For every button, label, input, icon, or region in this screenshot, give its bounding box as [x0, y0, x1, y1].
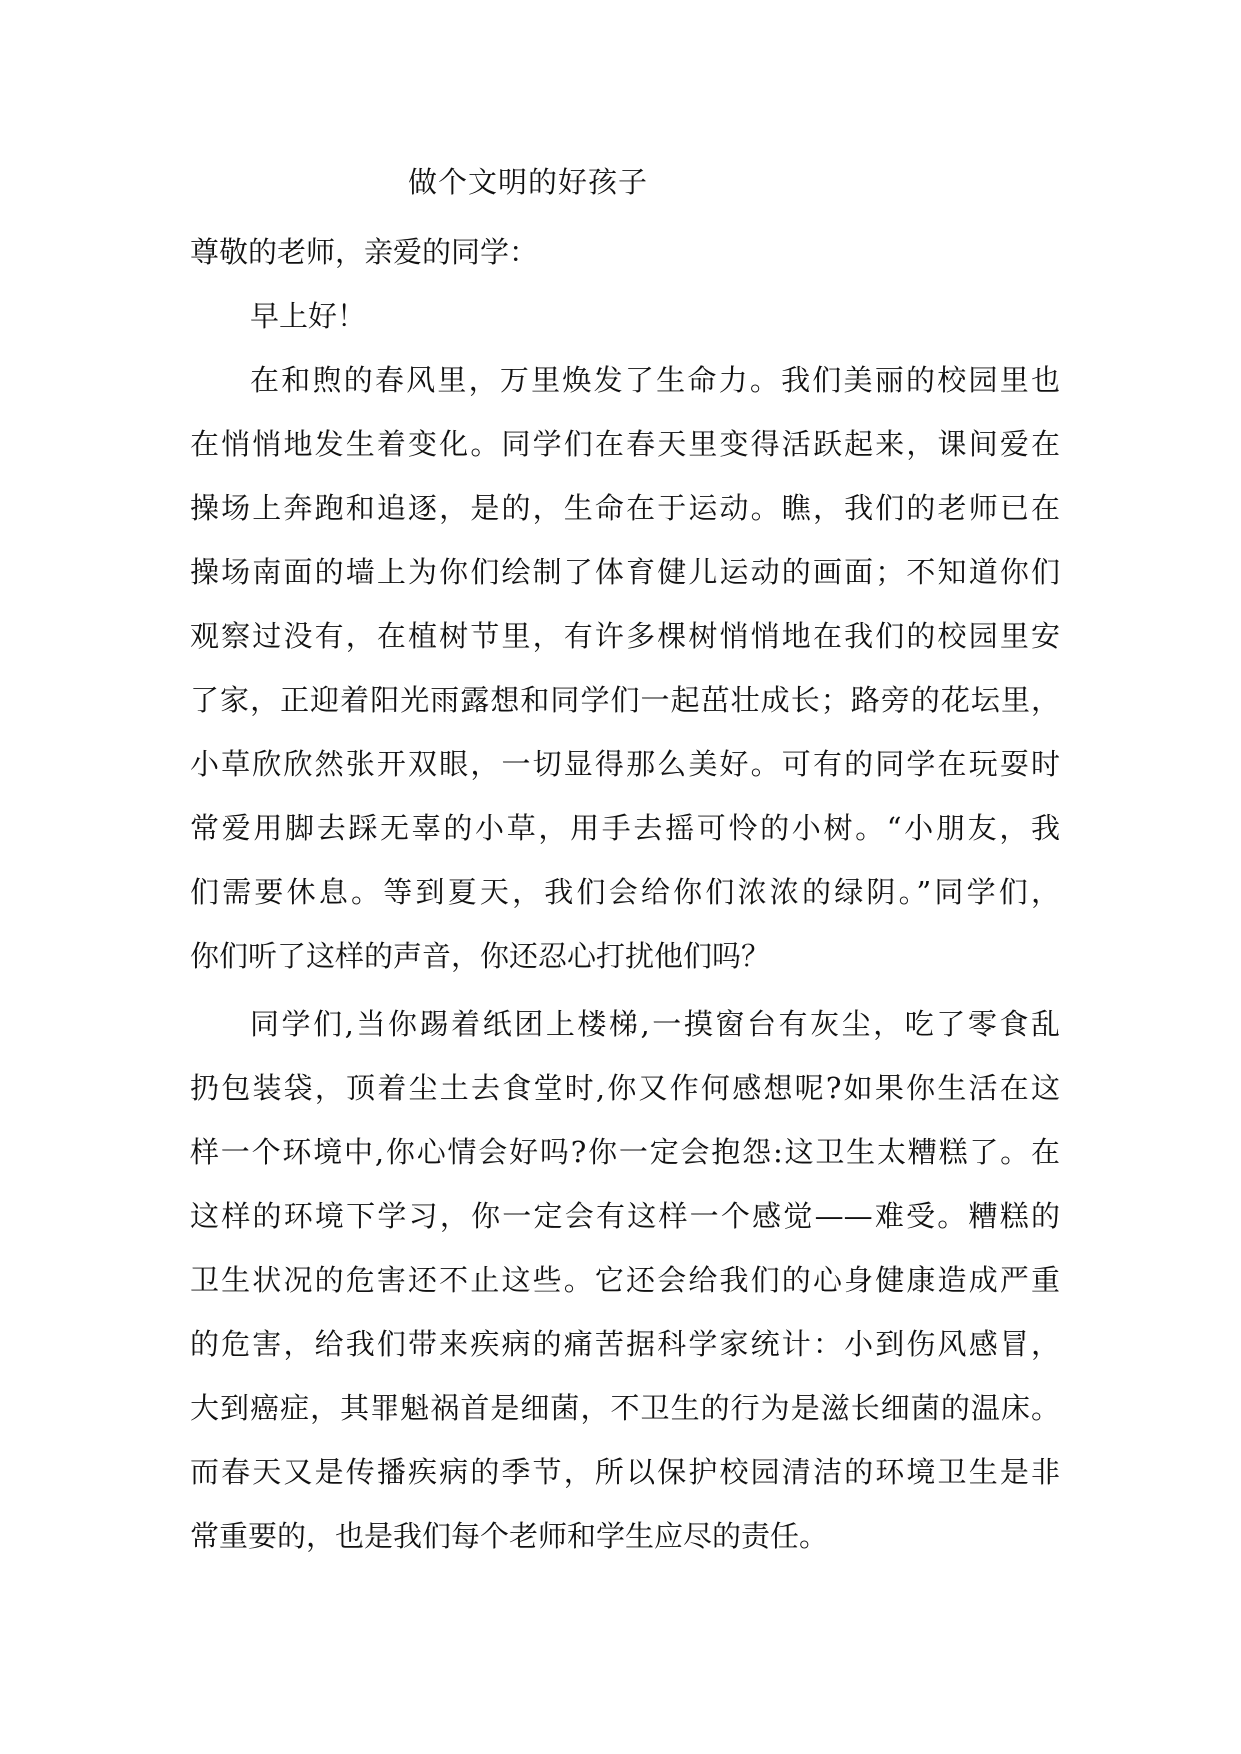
- paragraph-line: 而春天又是传播疾病的季节，所以保护校园清洁的环境卫生是非: [190, 1455, 1060, 1489]
- paragraph-line: 操场上奔跑和追逐，是的，生命在于运动。瞧，我们的老师已在: [190, 491, 1060, 525]
- paragraph-line: 这样的环境下学习，你一定会有这样一个感觉——难受。糟糕的: [190, 1199, 1060, 1233]
- paragraph-line: 样一个环境中,你心情会好吗?你一定会抱怨:这卫生太糟糕了。在: [190, 1135, 1060, 1169]
- paragraph-1: [190, 348, 1060, 988]
- paragraph-line: 你们听了这样的声音，你还忍心打扰他们吗？: [190, 939, 771, 973]
- paragraph-line: 常重要的，也是我们每个老师和学生应尽的责任。: [190, 1519, 829, 1553]
- paragraph-line: 的危害，给我们带来疾病的痛苦据科学家统计：小到伤风感冒，: [190, 1327, 1060, 1361]
- paragraph-2: [190, 992, 1060, 1568]
- paragraph-line: 在和煦的春风里，万里焕发了生命力。我们美丽的校园里也: [250, 363, 1060, 397]
- paragraph-line: 同学们,当你踢着纸团上楼梯,一摸窗台有灰尘，吃了零食乱: [250, 1007, 1060, 1041]
- paragraph-line: 小草欣欣然张开双眼，一切显得那么美好。可有的同学在玩耍时: [190, 747, 1060, 781]
- paragraph-line: 在悄悄地发生着变化。同学们在春天里变得活跃起来，课间爱在: [190, 427, 1060, 461]
- document-title: 做个文明的好孩子: [408, 165, 649, 199]
- paragraph-line: 了家，正迎着阳光雨露想和同学们一起茁壮成长；路旁的花坛里，: [190, 683, 1060, 717]
- paragraph-line: 卫生状况的危害还不止这些。它还会给我们的心身健康造成严重: [190, 1263, 1060, 1297]
- paragraph-line: 观察过没有，在植树节里，有许多棵树悄悄地在我们的校园里安: [190, 619, 1060, 653]
- paragraph-line: 大到癌症，其罪魁祸首是细菌，不卫生的行为是滋长细菌的温床。: [190, 1391, 1060, 1425]
- salutation: 尊敬的老师，亲爱的同学：: [190, 235, 539, 269]
- paragraph-line: 扔包装袋，顶着尘土去食堂时,你又作何感想呢?如果你生活在这: [190, 1071, 1060, 1105]
- paragraph-line: 们需要休息。等到夏天，我们会给你们浓浓的绿阴。”同学们，: [190, 875, 1060, 909]
- document-body: [190, 220, 1060, 1568]
- paragraph-line: 操场南面的墙上为你们绘制了体育健儿运动的画面；不知道你们: [190, 555, 1060, 589]
- greeting: 早上好！: [250, 299, 367, 333]
- paragraph-line: 常爱用脚去踩无辜的小草，用手去摇可怜的小树。“小朋友，我: [190, 811, 1060, 845]
